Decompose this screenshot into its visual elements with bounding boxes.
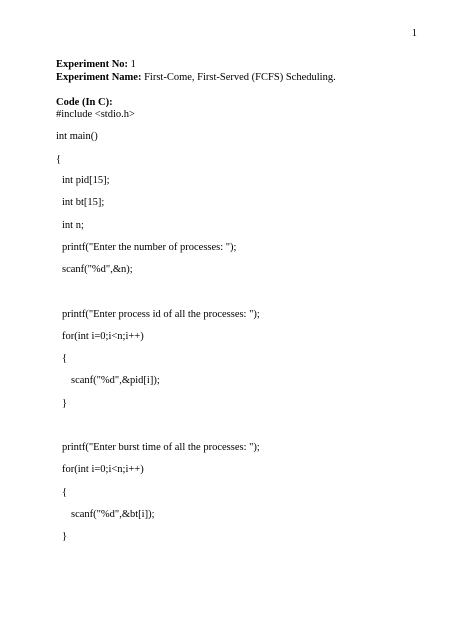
code-line: printf("Enter burst time of all the processes: "); bbox=[62, 442, 260, 453]
code-line: #include <stdio.h> bbox=[56, 109, 135, 120]
experiment-number-label: Experiment No: bbox=[56, 59, 129, 70]
code-line: scanf("%d",&n); bbox=[62, 264, 133, 275]
code-line: { bbox=[62, 353, 68, 364]
code-line: } bbox=[62, 531, 68, 542]
page-number: 1 bbox=[411, 28, 417, 39]
code-line: { bbox=[56, 154, 62, 165]
code-line: for(int i=0;i<n;i++) bbox=[62, 331, 144, 342]
code-line: { bbox=[62, 487, 68, 498]
code-line: int bt[15]; bbox=[62, 197, 105, 208]
experiment-name-value: First-Come, First-Served (FCFS) Scheduling. bbox=[144, 72, 336, 83]
code-line: scanf("%d",&bt[i]); bbox=[71, 509, 155, 520]
code-heading: Code (In C): bbox=[56, 97, 113, 108]
code-line: scanf("%d",&pid[i]); bbox=[71, 375, 160, 386]
code-line: int n; bbox=[62, 220, 84, 231]
code-line: } bbox=[62, 398, 68, 409]
code-line: printf("Enter process id of all the processes: "); bbox=[62, 309, 260, 320]
code-line: for(int i=0;i<n;i++) bbox=[62, 464, 144, 475]
experiment-name-label: Experiment Name: bbox=[56, 72, 142, 83]
experiment-number-value: 1 bbox=[130, 59, 136, 70]
code-line: printf("Enter the number of processes: "); bbox=[62, 242, 237, 253]
code-line: int pid[15]; bbox=[62, 175, 110, 186]
code-line: int main() bbox=[56, 131, 98, 142]
